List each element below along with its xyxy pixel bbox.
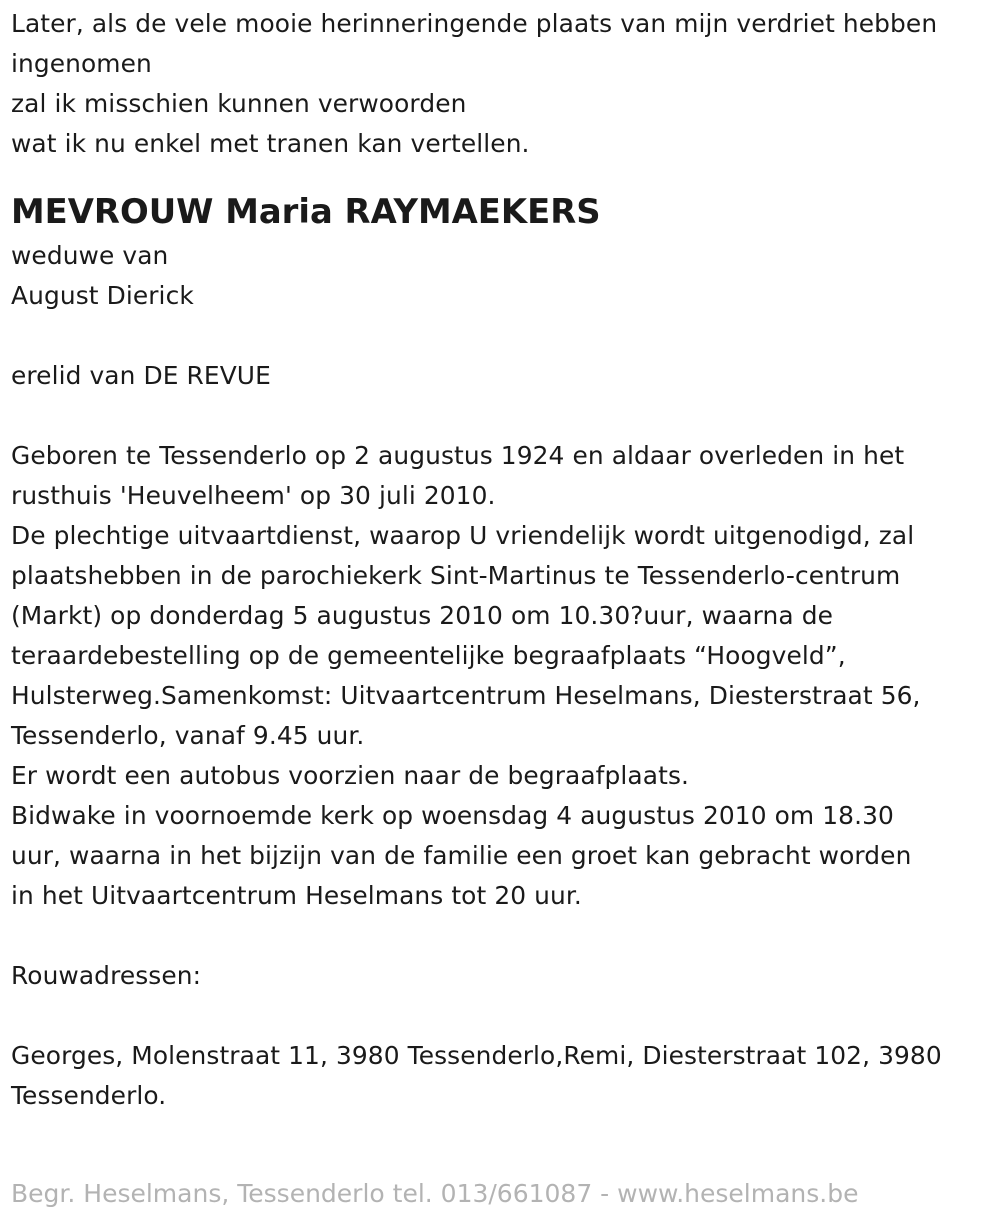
announcement-line: Geboren te Tessenderlo op 2 augustus 1924 en aldaar overleden in het [11,441,905,470]
announcement-line: Bidwake in voornoemde kerk op woensdag 4 augustus 2010 om 18.30 [11,801,894,830]
announcement-line: plaatshebben in de parochiekerk Sint-Martinus te Tessenderlo-centrum [11,561,901,590]
addresses [11,1036,996,1116]
announcement-line: in het Uitvaartcentrum Heselmans tot 20 uur. [11,881,582,910]
spouse-line: weduwe van [11,241,169,270]
poem-line: wat ik nu enkel met tranen kan vertellen. [11,129,530,158]
obituary-document [11,4,996,1116]
spouse-line: August Dierick [11,281,194,310]
spacer [11,316,996,356]
spacer [11,916,996,956]
announcement [11,436,996,916]
membership: erelid van DE REVUE [11,361,271,390]
address-line: Georges, Molenstraat 11, 3980 Tessenderlo,Remi, Diesterstraat 102, 3980 [11,1041,942,1070]
deceased-name: MEVROUW Maria RAYMAEKERS [11,192,601,231]
announcement-line: uur, waarna in het bijzijn van de familie een groet kan gebracht worden [11,841,912,870]
announcement-line: teraardebestelling op de gemeentelijke begraafplaats “Hoogveld”, [11,641,846,670]
poem-line: Later, als de vele mooie herinneringende plaats van mijn verdriet hebben [11,9,938,38]
addresses-label: Rouwadressen: [11,961,202,990]
funeral-home-footer: Begr. Heselmans, Tessenderlo tel. 013/661087 - www.heselmans.be [11,1179,859,1208]
announcement-line: (Markt) op donderdag 5 augustus 2010 om 10.30?uur, waarna de [11,601,834,630]
spouse-info [11,236,996,316]
spacer [11,996,996,1036]
poem-line: ingenomen [11,49,152,78]
poem-line: zal ik misschien kunnen verwoorden [11,89,467,118]
announcement-line: Tessenderlo, vanaf 9.45 uur. [11,721,365,750]
spacer [11,396,996,436]
address-line: Tessenderlo. [11,1081,167,1110]
announcement-line: rusthuis 'Heuvelheem' op 30 juli 2010. [11,481,496,510]
announcement-line: Er wordt een autobus voorzien naar de begraafplaats. [11,761,689,790]
announcement-line: De plechtige uitvaartdienst, waarop U vriendelijk wordt uitgenodigd, zal [11,521,915,550]
poem [11,4,996,164]
announcement-line: Hulsterweg.Samenkomst: Uitvaartcentrum Heselmans, Diesterstraat 56, [11,681,921,710]
